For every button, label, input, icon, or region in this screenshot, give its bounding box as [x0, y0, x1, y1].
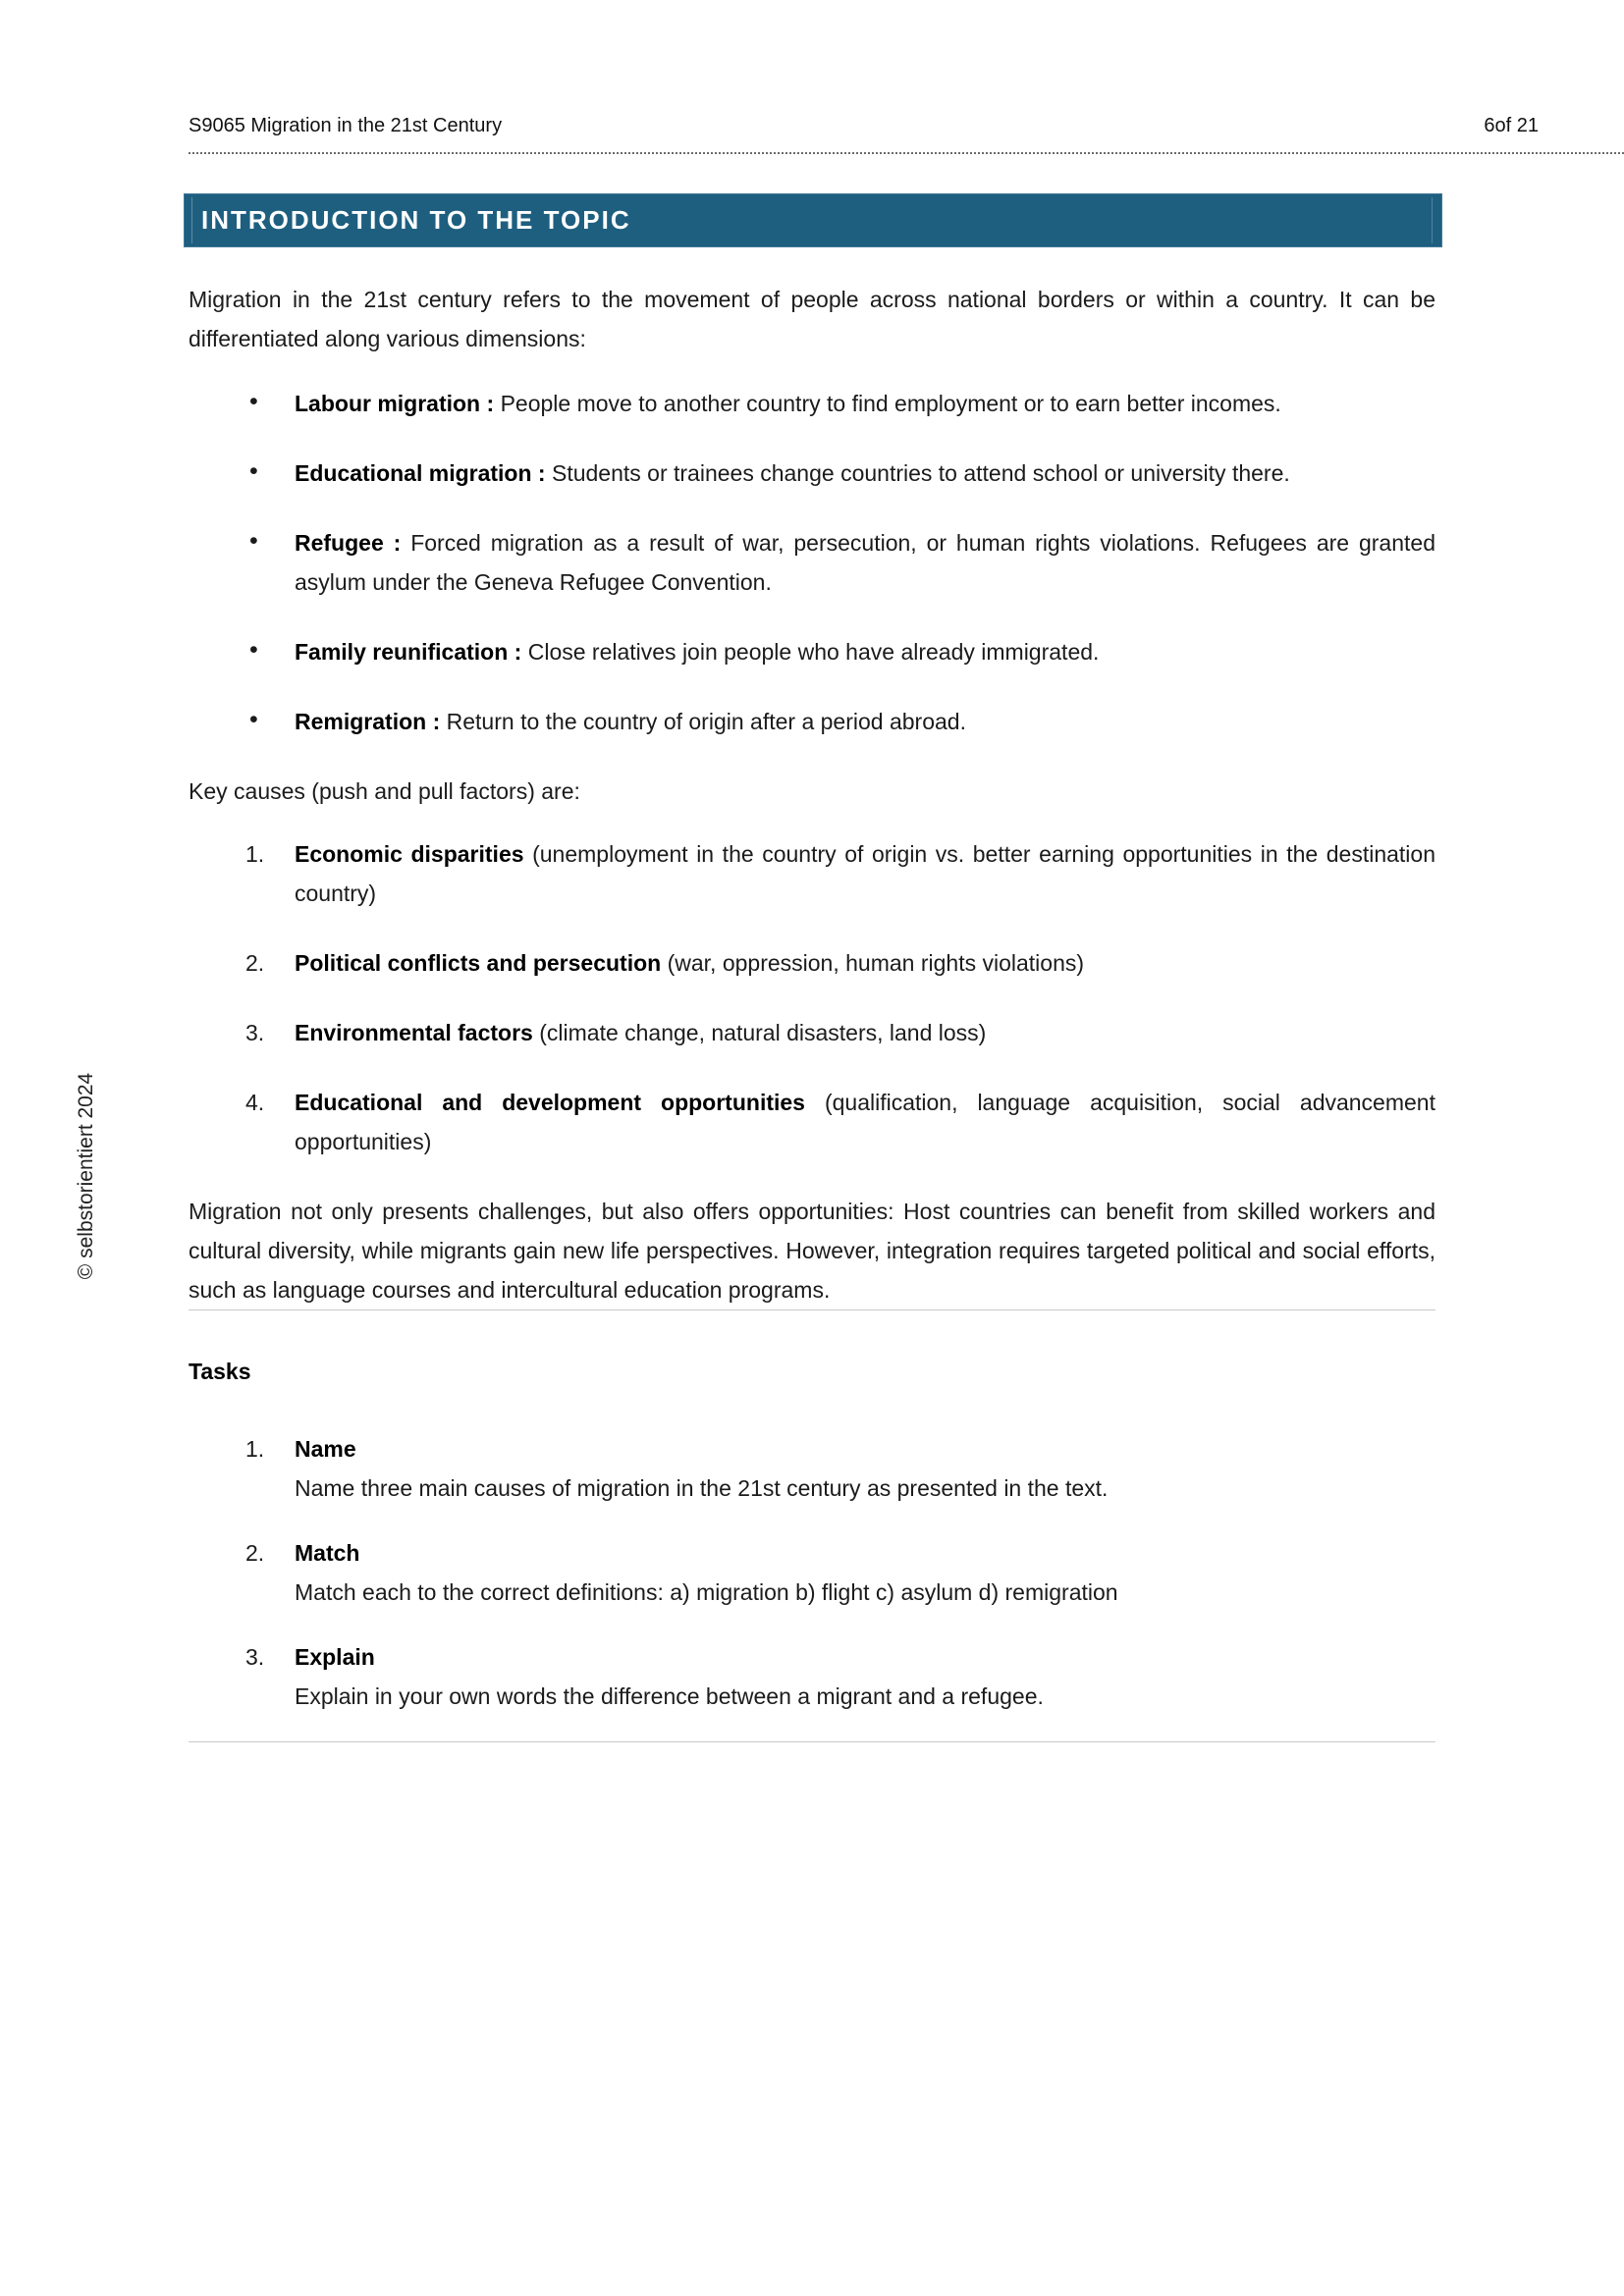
term-separator: :	[531, 460, 552, 486]
key-causes-list	[189, 834, 1435, 1161]
task-item	[189, 1637, 1435, 1716]
list-number: 2.	[245, 1540, 265, 1566]
list-number: 3.	[245, 1020, 265, 1045]
term-definition: Forced migration as a result of war, persecution, or human rights violations. Refugees are granted asylum under the Geneva Refugee Convention.	[295, 530, 1435, 595]
task-description: Explain in your own words the difference between a migrant and a refugee.	[295, 1683, 1044, 1709]
bullet-icon: •	[249, 527, 258, 555]
section-title: INTRODUCTION TO THE TOPIC	[201, 205, 631, 235]
term-definition: People move to another country to find employment or to earn better incomes.	[500, 391, 1281, 416]
term-definition: Return to the country of origin after a period abroad.	[446, 709, 966, 734]
task-title: Name	[295, 1436, 356, 1462]
term-definition: Students or trainees change countries to attend school or university there.	[551, 460, 1290, 486]
section-divider	[189, 1741, 1435, 1742]
content-area	[189, 280, 1435, 1742]
page-number: 6of 21	[1484, 115, 1539, 136]
list-item	[189, 632, 1435, 671]
task-title: Explain	[295, 1644, 375, 1670]
term-label: Family reunification	[295, 639, 509, 665]
term-label: Environmental factors	[295, 1020, 533, 1045]
section-divider	[189, 1309, 1435, 1310]
term-label: Remigration	[295, 709, 427, 734]
list-item	[189, 702, 1435, 741]
term-separator: :	[508, 639, 528, 665]
list-number: 1.	[245, 1436, 265, 1462]
bullet-icon: •	[249, 457, 258, 485]
term-definition: (unemployment in the country of origin vs. better earning opportunities in the destination country)	[295, 841, 1435, 906]
task-description: Name three main causes of migration in the 21st century as presented in the text.	[295, 1475, 1109, 1501]
list-number: 2.	[245, 950, 265, 976]
list-item	[189, 943, 1435, 983]
copyright-vertical-text: © selbstorientiert 2024	[75, 1072, 97, 1280]
section-title-bar	[184, 193, 1442, 247]
term-separator	[805, 1090, 825, 1115]
term-definition: (qualification, language acquisition, social advancement opportunities)	[295, 1090, 1435, 1154]
term-label: Refugee	[295, 530, 384, 556]
list-item	[189, 1083, 1435, 1161]
term-label: Educational and development opportunities	[295, 1090, 805, 1115]
header-document-title: S9065 Migration in the 21st Century	[189, 115, 503, 136]
task-title: Match	[295, 1540, 360, 1566]
causes-intro: Key causes (push and pull factors) are:	[189, 778, 580, 804]
list-item	[189, 834, 1435, 913]
term-separator: :	[383, 530, 411, 556]
tasks-heading: Tasks	[189, 1359, 251, 1384]
bullet-icon: •	[249, 636, 258, 664]
closing-paragraph: Migration not only presents challenges, but also offers opportunities: Host countries can benefit from skilled workers and cultural diversity, while migrants gain new life perspectives. However, integration requires targeted political and social efforts, such as language courses and intercultural education programs.	[189, 1199, 1435, 1303]
bullet-icon: •	[249, 706, 258, 733]
intro-paragraph: Migration in the 21st century refers to the movement of people across national borders or within a country. It can be differentiated along various dimensions:	[189, 287, 1435, 351]
term-separator: :	[426, 709, 447, 734]
term-separator	[524, 841, 533, 867]
list-number: 3.	[245, 1644, 265, 1670]
page-header	[189, 114, 1624, 154]
bullet-icon: •	[249, 388, 258, 415]
term-definition: (climate change, natural disasters, land loss)	[539, 1020, 987, 1045]
migration-types-list	[189, 384, 1435, 741]
term-label: Labour migration	[295, 391, 481, 416]
list-item	[189, 454, 1435, 493]
list-number: 4.	[245, 1090, 265, 1115]
term-definition: (war, oppression, human rights violations)	[667, 950, 1085, 976]
tasks-list	[189, 1429, 1435, 1716]
list-number: 1.	[245, 841, 265, 867]
task-item	[189, 1533, 1435, 1612]
term-separator: :	[480, 391, 501, 416]
task-description: Match each to the correct definitions: a) migration b) flight c) asylum d) remigration	[295, 1579, 1118, 1605]
term-label: Educational migration	[295, 460, 532, 486]
term-label: Economic disparities	[295, 841, 524, 867]
task-item	[189, 1429, 1435, 1508]
term-label: Political conflicts and persecution	[295, 950, 662, 976]
list-item	[189, 384, 1435, 423]
term-definition: Close relatives join people who have already immigrated.	[527, 639, 1100, 665]
list-item	[189, 1013, 1435, 1052]
list-item	[189, 523, 1435, 602]
